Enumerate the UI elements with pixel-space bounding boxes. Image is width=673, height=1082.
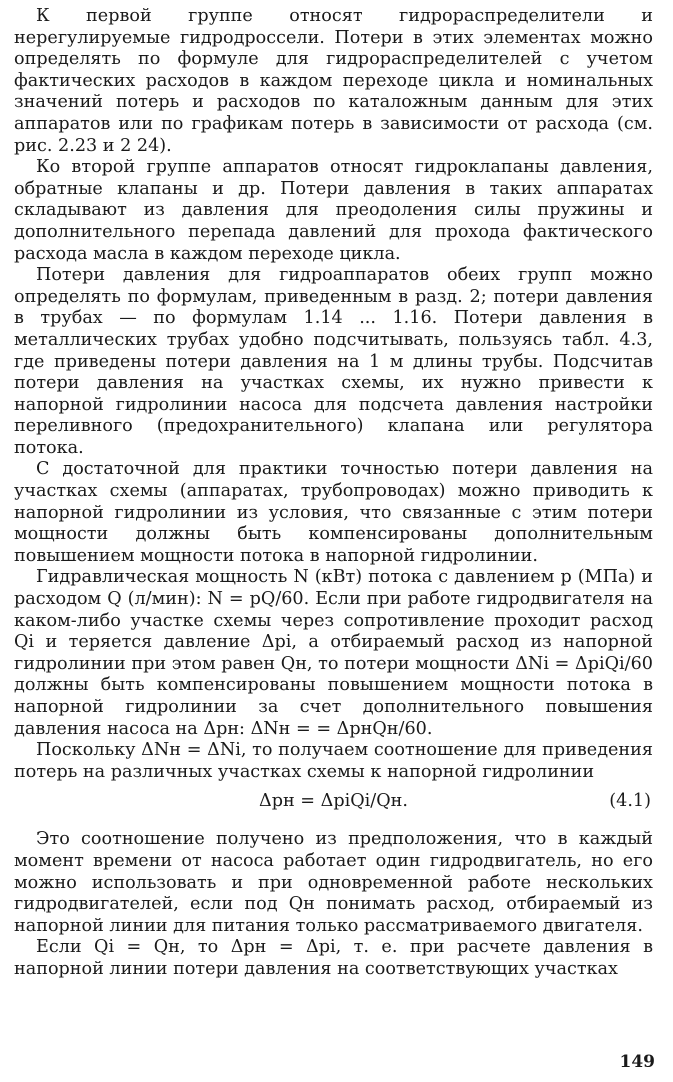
paragraph-5: Гидравлическая мощность N (кВт) потока с давлением p (МПа) и расходом Q (л/мин): N = pQ/60. Если при работе гидродвигателя на каком-либо участке схемы через сопротивление проходит расход Qi и теряется давление Δpi, а отбираемый расход из напорной гидролинии при этом равен Qн, то потери мощности ΔNi = ΔpiQi/60 должны быть компенсированы повышением мощности потока в напорной гидролинии за счет дополнительного повышения давления насоса на Δpн: ΔNн = = ΔpнQн/60.: [14, 567, 653, 739]
paragraph-6: Поскольку ΔNн = ΔNi, то получаем соотношение для приведения потерь на различных участках схемы к напорной гидролинии: [14, 740, 653, 782]
document-body: [14, 6, 653, 981]
equation: Δpн = ΔpiQi/Qн.: [259, 791, 408, 812]
page-number: 149: [619, 1052, 655, 1072]
equation-block: [14, 787, 653, 819]
paragraph-7: Это соотношение получено из предположения, что в каждый момент времени от насоса работает один гидродвигатель, но его можно использовать и при одновременной работе нескольких гидродвигателей, если под Qн понимать расход, отбираемый из напорной линии для питания только рассматриваемого двигателя.: [14, 829, 653, 936]
paragraph-2: Ко второй группе аппаратов относят гидроклапаны давления, обратные клапаны и др. Потери давления в таких аппаратах складывают из давления для преодоления силы пружины и дополнительного перепада давлений для прохода фактического расхода масла в каждом переходе цикла.: [14, 157, 653, 264]
paragraph-3: Потери давления для гидроаппаратов обеих групп можно определять по формулам, приведенным в разд. 2; потери давления в трубах — по формулам 1.14 ... 1.16. Потери давления в металлических трубах удобно подсчитывать, пользуясь табл. 4.3, где приведены потери давления на 1 м длины трубы. Подсчитав потери давления на участках схемы, их нужно привести к напорной гидролинии насоса для подсчета давления настройки переливного (предохранительного) клапана или регулятора потока.: [14, 265, 653, 458]
equation-number: (4.1): [609, 791, 651, 812]
paragraph-1: К первой группе относят гидрораспределители и нерегулируемые гидродроссели. Потери в этих элементах можно определять по формуле для гидрораспределителей с учетом фактических расходов в каждом переходе цикла и номинальных значений потерь и расходов по каталожным данным для этих аппаратов или по графикам потерь в зависимости от расхода (см. рис. 2.23 и 2 24).: [14, 6, 653, 156]
paragraph-8: Если Qi = Qн, то Δpн = Δpi, т. е. при расчете давления в напорной линии потери давления на соответствующих участках: [14, 937, 653, 979]
paragraph-4: С достаточной для практики точностью потери давления на участках схемы (аппаратах, трубопроводах) можно приводить к напорной гидролинии из условия, что связанные с этим потери мощности должны быть компенсированы дополнительным повышением мощности потока в напорной гидролинии.: [14, 459, 653, 566]
